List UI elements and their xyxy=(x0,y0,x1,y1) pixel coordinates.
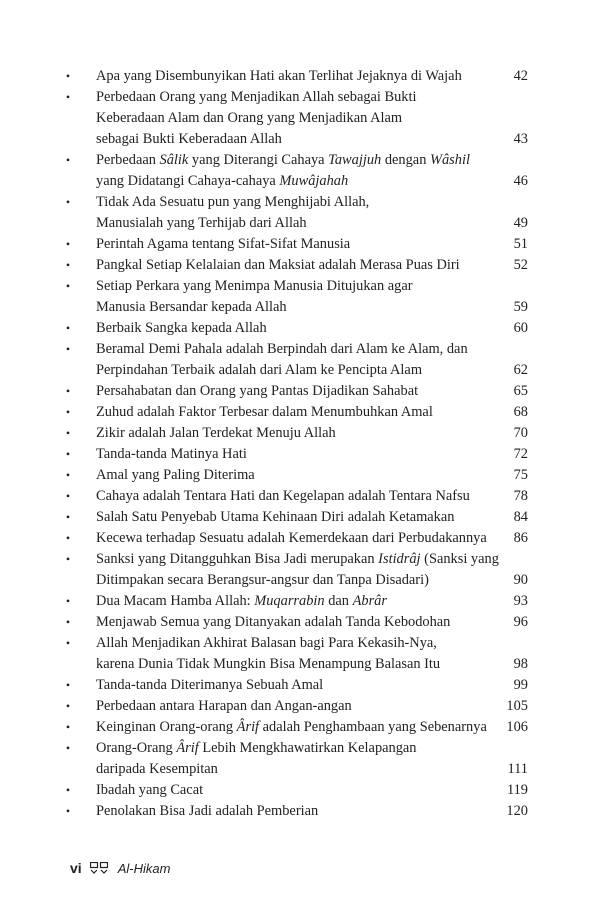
title-text: Keberadaan Alam dan Orang yang Menjadikan Alam xyxy=(96,110,403,126)
toc-page-number: 120 xyxy=(506,803,528,819)
title-text: Lebih Mengkhawatirkan Kelapangan xyxy=(198,740,417,756)
toc-entry-title-line xyxy=(96,570,486,591)
title-text: (Sanksi yang xyxy=(420,551,499,567)
toc-entry-title-line xyxy=(96,465,486,486)
bullet-icon: • xyxy=(65,258,71,272)
title-text: yang Diterangi Cahaya xyxy=(188,152,329,168)
italic-term: Istidrâj xyxy=(378,551,421,567)
title-text: Dua Macam Hamba Allah: xyxy=(96,593,255,609)
toc-entry-title-line xyxy=(96,150,486,171)
toc-page-number: 68 xyxy=(513,404,528,420)
title-text: dengan xyxy=(381,152,430,168)
toc-page-number: 105 xyxy=(506,698,528,714)
table-of-contents xyxy=(62,66,528,822)
toc-page-number: 70 xyxy=(513,425,528,441)
title-text: Kecewa terhadap Sesuatu adalah Kemerdekaan dari Perbudakannya xyxy=(96,530,487,546)
toc-page-number: 51 xyxy=(513,236,528,252)
toc-entry xyxy=(62,801,528,822)
toc-page-number: 75 xyxy=(513,467,528,483)
title-text: daripada Kesempitan xyxy=(96,761,218,777)
toc-entry-title-line xyxy=(96,528,486,549)
title-text: Menjawab Semua yang Ditanyakan adalah Tanda Kebodohan xyxy=(96,614,451,630)
bullet-icon: • xyxy=(65,489,71,503)
toc-entry-title-line xyxy=(96,192,486,213)
bullet-icon: • xyxy=(65,153,71,167)
toc-entry xyxy=(62,255,528,276)
bullet-icon: • xyxy=(65,468,71,482)
toc-entry-title-line xyxy=(96,801,486,822)
toc-entry xyxy=(62,486,528,507)
toc-entry xyxy=(62,528,528,549)
title-text: karena Dunia Tidak Mungkin Bisa Menampung Balasan Itu xyxy=(96,656,441,672)
title-text: Manusia Bersandar kepada Allah xyxy=(96,299,287,315)
toc-entry-title-line xyxy=(96,696,486,717)
title-text: Ditimpakan secara Berangsur-angsur dan Tanpa Disadari) xyxy=(96,572,429,588)
toc-entry xyxy=(62,675,528,696)
toc-entry xyxy=(62,696,528,717)
title-text: Tidak Ada Sesuatu pun yang Menghijabi Allah, xyxy=(96,194,370,210)
bullet-icon: • xyxy=(65,741,71,755)
page-number-folio: vi xyxy=(70,860,82,876)
title-text: adalah Penghambaan yang Sebenarnya xyxy=(259,719,487,735)
toc-page-number: 78 xyxy=(513,488,528,504)
toc-entry xyxy=(62,402,528,423)
toc-page-number: 72 xyxy=(513,446,528,462)
title-text: Amal yang Paling Diterima xyxy=(96,467,255,483)
toc-entry-title-line xyxy=(96,675,486,696)
toc-page-number: 84 xyxy=(513,509,528,525)
toc-entry-title-line xyxy=(96,129,486,150)
book-title: Al-Hikam xyxy=(117,860,171,876)
bullet-icon: • xyxy=(65,447,71,461)
toc-page-number: 99 xyxy=(513,677,528,693)
toc-entry xyxy=(62,66,528,87)
toc-entry-title-line xyxy=(96,717,486,738)
toc-entry xyxy=(62,507,528,528)
bullet-icon: • xyxy=(65,342,71,356)
bullet-icon: • xyxy=(65,615,71,629)
title-text: Apa yang Disembunyikan Hati akan Terlihat Jejaknya di Wajah xyxy=(96,68,462,84)
toc-entry-title-line xyxy=(96,444,486,465)
bullet-icon: • xyxy=(65,552,71,566)
toc-page-number: 90 xyxy=(513,572,528,588)
toc-entry-title-line xyxy=(96,549,499,570)
title-text: Perbedaan antara Harapan dan Angan-angan xyxy=(96,698,352,714)
bullet-icon: • xyxy=(65,804,71,818)
toc-entry xyxy=(62,339,528,381)
title-text: Perbedaan xyxy=(96,152,160,168)
toc-entry xyxy=(62,591,528,612)
title-text: Zikir adalah Jalan Terdekat Menuju Allah xyxy=(96,425,336,441)
bullet-icon: • xyxy=(65,699,71,713)
title-text: Tanda-tanda Matinya Hati xyxy=(96,446,247,462)
bullet-icon: • xyxy=(65,594,71,608)
toc-page-number: 49 xyxy=(513,215,528,231)
toc-entry xyxy=(62,192,528,234)
title-text: Perbedaan Orang yang Menjadikan Allah sebagai Bukti xyxy=(96,89,417,105)
italic-term: Ârif xyxy=(236,719,260,735)
toc-entry xyxy=(62,318,528,339)
toc-page-number: 119 xyxy=(506,782,528,798)
page-footer xyxy=(70,860,170,876)
toc-page-number: 96 xyxy=(513,614,528,630)
bullet-icon: • xyxy=(65,720,71,734)
bullet-icon: • xyxy=(65,405,71,419)
title-text: Penolakan Bisa Jadi adalah Pemberian xyxy=(96,803,319,819)
title-text: dan xyxy=(324,593,353,609)
toc-entry xyxy=(62,780,528,801)
italic-term: Tawajjuh xyxy=(328,152,382,168)
bullet-icon: • xyxy=(65,90,71,104)
toc-entry-title-line xyxy=(96,255,486,276)
toc-entry-title-line xyxy=(96,423,486,444)
title-text: Orang-Orang xyxy=(96,740,177,756)
toc-entry-title-line xyxy=(96,633,486,654)
toc-entry-title-line xyxy=(96,108,486,129)
publisher-logo-icon xyxy=(90,862,108,874)
title-text: Persahabatan dan Orang yang Pantas Dijadikan Sahabat xyxy=(96,383,419,399)
toc-entry-title-line xyxy=(96,66,486,87)
toc-entry-title-line xyxy=(96,234,486,255)
toc-entry xyxy=(62,465,528,486)
toc-entry xyxy=(62,381,528,402)
toc-entry-title-line xyxy=(96,339,486,360)
toc-entry xyxy=(62,234,528,255)
toc-entry-title-line xyxy=(96,213,486,234)
title-text: Manusialah yang Terhijab dari Allah xyxy=(96,215,307,231)
toc-entry xyxy=(62,423,528,444)
title-text: Keinginan Orang-orang xyxy=(96,719,237,735)
toc-entry xyxy=(62,276,528,318)
toc-page-number: 106 xyxy=(506,719,528,735)
title-text: Berbaik Sangka kepada Allah xyxy=(96,320,267,336)
toc-entry xyxy=(62,444,528,465)
title-text: Tanda-tanda Diterimanya Sebuah Amal xyxy=(96,677,324,693)
toc-entry-title-line xyxy=(96,297,486,318)
toc-entry-title-line xyxy=(96,318,486,339)
title-text: Perintah Agama tentang Sifat-Sifat Manusia xyxy=(96,236,351,252)
toc-entry xyxy=(62,549,528,591)
title-text: Allah Menjadikan Akhirat Balasan bagi Para Kekasih-Nya, xyxy=(96,635,437,651)
toc-entry-title-line xyxy=(96,591,486,612)
title-text: Setiap Perkara yang Menimpa Manusia Ditujukan agar xyxy=(96,278,413,294)
toc-page-number: 59 xyxy=(513,299,528,315)
toc-page-number: 98 xyxy=(513,656,528,672)
toc-page-number: 60 xyxy=(513,320,528,336)
toc-entry-title-line xyxy=(96,759,486,780)
title-text: Zuhud adalah Faktor Terbesar dalam Menumbuhkan Amal xyxy=(96,404,433,420)
toc-entry-title-line xyxy=(96,612,486,633)
toc-page-number: 111 xyxy=(507,761,528,777)
toc-entry-title-line xyxy=(96,738,486,759)
toc-entry-title-line xyxy=(96,486,486,507)
toc-entry-title-line xyxy=(96,402,486,423)
bullet-icon: • xyxy=(65,531,71,545)
bullet-icon: • xyxy=(65,636,71,650)
bullet-icon: • xyxy=(65,384,71,398)
toc-entry-title-line xyxy=(96,87,486,108)
toc-page-number: 43 xyxy=(513,131,528,147)
toc-page-number: 86 xyxy=(513,530,528,546)
title-text: sebagai Bukti Keberadaan Allah xyxy=(96,131,282,147)
title-text: Pangkal Setiap Kelalaian dan Maksiat adalah Merasa Puas Diri xyxy=(96,257,460,273)
title-text: Salah Satu Penyebab Utama Kehinaan Diri adalah Ketamakan xyxy=(96,509,455,525)
title-text: yang Didatangi Cahaya-cahaya xyxy=(96,173,280,189)
bullet-icon: • xyxy=(65,237,71,251)
italic-term: Muwâjahah xyxy=(279,173,349,189)
toc-entry-title-line xyxy=(96,381,486,402)
title-text: Beramal Demi Pahala adalah Berpindah dari Alam ke Alam, dan xyxy=(96,341,468,357)
toc-entry-title-line xyxy=(96,276,486,297)
toc-entry-title-line xyxy=(96,360,486,381)
toc-entry xyxy=(62,87,528,150)
toc-entry xyxy=(62,612,528,633)
title-text: Ibadah yang Cacat xyxy=(96,782,204,798)
title-text: Perpindahan Terbaik adalah dari Alam ke Pencipta Alam xyxy=(96,362,423,378)
bullet-icon: • xyxy=(65,279,71,293)
bullet-icon: • xyxy=(65,195,71,209)
toc-entry-title-line xyxy=(96,654,486,675)
toc-entry xyxy=(62,150,528,192)
title-text: Sanksi yang Ditangguhkan Bisa Jadi merupakan xyxy=(96,551,379,567)
italic-term: Ârif xyxy=(176,740,199,756)
toc-page-number: 42 xyxy=(513,68,528,84)
bullet-icon: • xyxy=(65,783,71,797)
italic-term: Wâshil xyxy=(430,152,470,168)
toc-page-number: 93 xyxy=(513,593,528,609)
bullet-icon: • xyxy=(65,510,71,524)
italic-term: Abrâr xyxy=(352,593,387,609)
toc-entry xyxy=(62,717,528,738)
toc-page-number: 52 xyxy=(513,257,528,273)
toc-page-number: 46 xyxy=(513,173,528,189)
toc-page-number: 65 xyxy=(513,383,528,399)
title-text: Cahaya adalah Tentara Hati dan Kegelapan adalah Tentara Nafsu xyxy=(96,488,470,504)
toc-entry xyxy=(62,633,528,675)
bullet-icon: • xyxy=(65,69,71,83)
toc-entry-title-line xyxy=(96,780,486,801)
italic-term: Sâlik xyxy=(159,152,189,168)
bullet-icon: • xyxy=(65,426,71,440)
bullet-icon: • xyxy=(65,321,71,335)
toc-entry-title-line xyxy=(96,507,486,528)
toc-page-number: 62 xyxy=(513,362,528,378)
toc-entry-title-line xyxy=(96,171,486,192)
italic-term: Muqarrabin xyxy=(254,593,325,609)
toc-entry xyxy=(62,738,528,780)
bullet-icon: • xyxy=(65,678,71,692)
